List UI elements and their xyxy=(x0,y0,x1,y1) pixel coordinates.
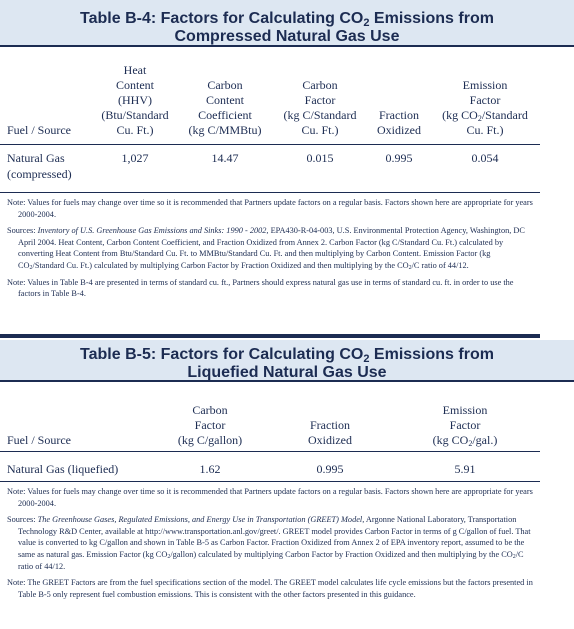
cell-carbon-factor: 0.015 xyxy=(306,151,334,165)
table-b4-title-part2: Emissions from xyxy=(369,10,494,27)
header-ef-line3-end: /gal.) xyxy=(472,433,498,447)
header-fo-line1: Fraction xyxy=(310,418,350,432)
table-b5-title xyxy=(0,346,574,382)
table-b5-header-rule xyxy=(0,451,540,452)
header-cf-line3: (kg C/Standard xyxy=(283,108,357,122)
header-heat-line1: Heat xyxy=(123,63,147,77)
cell-fuel-source: Natural Gas (liquefied) xyxy=(7,462,119,476)
header-cf-line1: Carbon xyxy=(192,403,228,417)
sources-label: Sources: xyxy=(7,226,38,236)
header-ef-sub: 2 xyxy=(468,439,473,448)
sources-sub1: 2 xyxy=(29,264,33,271)
table-b5-bottom-rule xyxy=(0,481,540,482)
table-b4-title-sub: 2 xyxy=(363,17,370,29)
sources-title: The Greenhouse Gases, Regulated Emissions, and Energy Use in Transportation (GREET) Model xyxy=(37,515,363,525)
header-ef-line2: Factor xyxy=(449,418,481,432)
cell-carbon-factor: 1.62 xyxy=(199,462,221,476)
header-cc-line3: Coefficient xyxy=(198,108,252,122)
sources-text1: , Argonne National Laboratory, Transportation Technology R&D Center, available at http://www.transportation.anl.gov/greet/. GREET model provides Carbon Factor in terms of g C/gallon of fuel. That value is converted to kg C/gallon and shown in Table B-5 as Carbon Factor. Fraction Oxidized from Annex 2 of EPA inventory report, assumed to be the same as natural gas. Emission Factor (kg CO xyxy=(18,515,531,559)
table-b5-note-values: Note: Values for fuels may change over time so it is recommended that Partners update factors on a regular basis. Factors shown here are appropriate for years 2000-2004. xyxy=(7,487,533,508)
sources-sub1: 2 xyxy=(167,553,171,560)
header-ef-line2: Factor xyxy=(469,93,501,107)
header-fuel-source: Fuel / Source xyxy=(7,433,71,447)
table-b4 xyxy=(0,54,540,182)
header-ef-line3: (kg CO xyxy=(432,433,469,447)
cell-carbon-content: 14.47 xyxy=(211,151,239,165)
table-b4-header-row xyxy=(0,54,540,138)
sources-text1: , EPA430-R-04-003, U.S. Environmental Protection Agency, Washington, DC April 2004. Heat Content, Carbon Content Coefficient, and Fraction Oxidized from Annex 2. Carbon Factor (kg C/Standard Cu. Ft.) calculated by converting Heat Content from Btu/Standard Cu. Ft. to MMBtu/Standard Cu. Ft. and then multiplying by Carbon Content. Emission Factor (kg CO xyxy=(18,226,525,270)
table-b5-header-row xyxy=(0,396,540,448)
header-carbon-factor xyxy=(272,54,368,138)
cell-emission-factor: 5.91 xyxy=(454,462,476,476)
header-emission-factor xyxy=(390,396,540,448)
cell-heat-content: 1,027 xyxy=(121,151,149,165)
table-b4-title-bar xyxy=(0,0,574,47)
header-fuel-source: Fuel / Source xyxy=(7,123,71,137)
header-cc-line2: Content xyxy=(206,93,244,107)
header-ef-sub: 2 xyxy=(477,114,482,123)
table-b4-bottom-rule xyxy=(0,192,540,193)
table-b5-title-line2: Liquefied Natural Gas Use xyxy=(187,364,387,381)
header-fraction-oxidized xyxy=(368,54,430,138)
sources-text3: /C ratio of 44/12. xyxy=(18,549,524,571)
sources-text2: /gallon) calculated by multiplying Carbon Factor by Fraction Oxidized and then multiplying by the CO xyxy=(170,549,513,559)
table-b5-title-sub: 2 xyxy=(363,353,370,365)
header-cf-line1: Carbon xyxy=(302,78,338,92)
header-ef-line1: Emission xyxy=(442,403,488,417)
table-b4-note-units: Note: Values in Table B-4 are presented in terms of standard cu. ft., Partners should express natural gas use in terms of standard cu. ft. in order to use the factors in Table B-4. xyxy=(7,277,514,299)
table-b4-note-values: Note: Values for fuels may change over time so it is recommended that Partners update factors on a regular basis. Factors shown here are appropriate for years 2000-2004. xyxy=(7,198,533,219)
header-heat-line4: (Btu/Standard xyxy=(101,108,169,122)
header-fo-line2: Oxidized xyxy=(308,433,352,447)
header-emission-factor xyxy=(430,54,540,138)
cell-fraction-oxidized: 0.995 xyxy=(316,462,344,476)
cell-fuel-source xyxy=(0,150,92,182)
table-b4-notes xyxy=(7,197,537,305)
header-cc-line4: (kg C/MMBtu) xyxy=(188,123,262,137)
table-b5-title-part1: Table B-5: Factors for Calculating CO xyxy=(80,346,364,363)
table-b5 xyxy=(0,396,540,477)
table-b4-sources xyxy=(7,225,537,271)
table-b4-title-part1: Table B-4: Factors for Calculating CO xyxy=(80,10,364,27)
table-row xyxy=(0,461,540,477)
header-ef-line4: Cu. Ft.) xyxy=(466,123,504,137)
table-b5-note-greet: Note: The GREET Factors are from the fuel specifications section of the model. The GREET model calculates life cycle emissions but the factors presented in Table B-5 only represent fuel combustion emissions. This is consistent with the other factors presented in this guidance. xyxy=(7,578,533,599)
header-ef-line1: Emission xyxy=(462,78,508,92)
sources-label: Sources: xyxy=(7,515,38,525)
cell-emission-factor: 0.054 xyxy=(471,151,499,165)
sources-sub2: 2 xyxy=(512,553,516,560)
table-b4-title xyxy=(0,10,574,46)
header-cf-line2: Factor xyxy=(304,93,336,107)
header-ef-line3: (kg CO xyxy=(442,108,478,122)
table-row xyxy=(0,150,540,182)
header-heat-line2: Content xyxy=(116,78,154,92)
header-carbon-content xyxy=(178,54,272,138)
header-cc-line1: Carbon xyxy=(207,78,243,92)
sources-title: Inventory of U.S. Greenhouse Gas Emissions and Sinks: 1990 - 2002 xyxy=(37,226,267,236)
section-divider xyxy=(0,334,540,338)
table-b4-header-rule xyxy=(0,144,540,145)
header-fraction-oxidized xyxy=(270,396,390,448)
table-b5-title-part2: Emissions from xyxy=(369,346,494,363)
sources-text3: /C ratio of 44/12. xyxy=(411,260,469,270)
cell-fraction-oxidized: 0.995 xyxy=(385,151,413,165)
header-heat-line3: (HHV) xyxy=(118,93,152,107)
header-cf-line3: (kg C/gallon) xyxy=(177,433,243,447)
header-ef-line3-end: /Standard xyxy=(481,108,528,122)
table-b5-notes xyxy=(7,486,537,605)
header-heat-content xyxy=(92,54,178,138)
table-b5-sources xyxy=(7,514,537,572)
header-fo-line2: Oxidized xyxy=(377,123,421,137)
cell-fuel-line1: Natural Gas xyxy=(7,151,65,165)
header-fo-line1: Fraction xyxy=(379,108,419,122)
header-carbon-factor xyxy=(150,396,270,448)
sources-text2: /Standard Cu. Ft.) calculated by multiplying Carbon Factor by Fraction Oxidized and then multiplying by the CO xyxy=(32,260,409,270)
cell-fuel-line2: (compressed) xyxy=(7,167,72,181)
table-b4-title-line2: Compressed Natural Gas Use xyxy=(174,28,400,45)
header-cf-line4: Cu. Ft.) xyxy=(301,123,339,137)
table-b5-title-bar xyxy=(0,340,574,382)
header-cf-line2: Factor xyxy=(194,418,226,432)
header-heat-line5: Cu. Ft.) xyxy=(116,123,154,137)
sources-sub2: 2 xyxy=(408,264,412,271)
